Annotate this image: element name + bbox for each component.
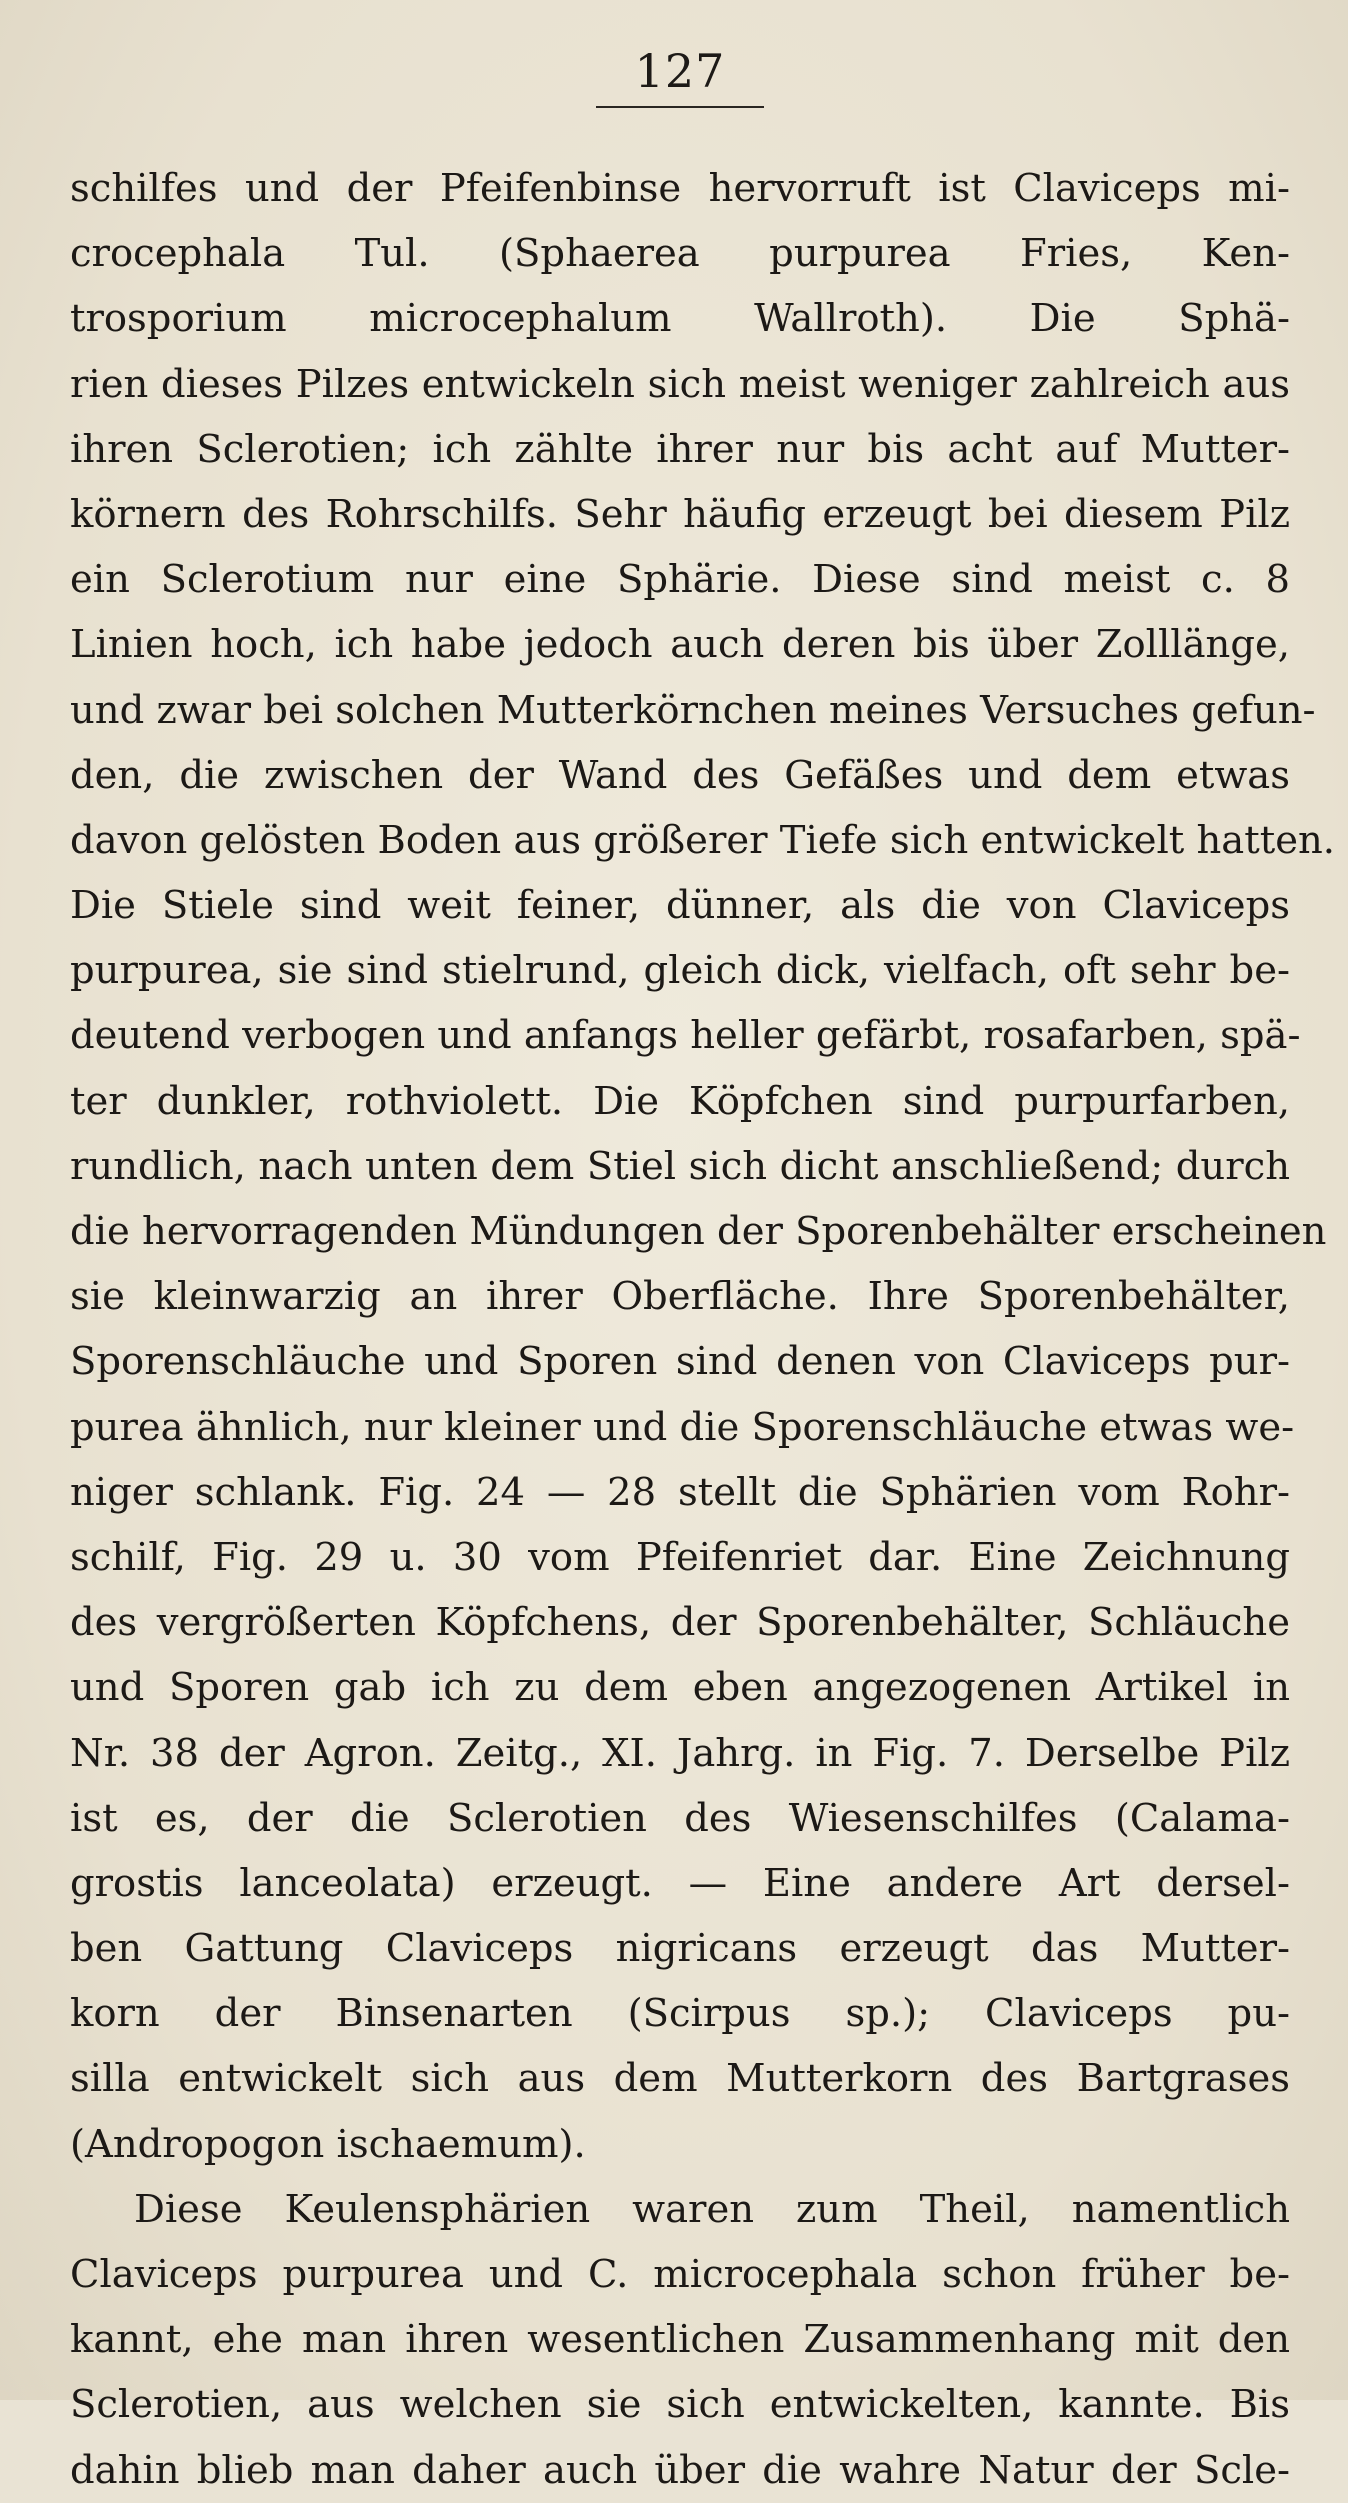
text-line: den, die zwischen der Wand des Gefäßes und dem etwas [70,752,1290,798]
text-line: ben Gattung Claviceps nigricans erzeugt das Mutter- [70,1926,1290,1972]
text-line: grostis lanceolata) erzeugt. — Eine andere Art dersel- [70,1860,1290,1906]
text-line: ter dunkler, rothviolett. Die Köpfchen sind purpurfarben, [70,1078,1290,1124]
paragraph-end-line: (Andropogon ischaemum). [70,2121,586,2167]
text-line: und zwar bei solchen Mutterkörnchen meines Versuches gefun- [70,687,1316,733]
text-line: dahin blieb man daher auch über die wahre Natur der Scle- [70,2447,1290,2493]
text-line: sie kleinwarzig an ihrer Oberfläche. Ihre Sporenbehälter, [70,1274,1290,1320]
text-line: trosporium microcephalum Wallroth). Die Sphä- [70,296,1290,342]
text-line: Claviceps purpurea und C. microcephala schon früher be- [70,2252,1290,2297]
text-line: körnern des Rohrschilfs. Sehr häufig erzeugt bei diesem Pilz [70,491,1290,537]
text-line: und Sporen gab ich zu dem eben angezogenen Artikel in [70,1665,1290,1711]
page-number: 127 [634,44,726,98]
paragraph-first-line: Diese Keulensphärien waren zum Theil, namentlich [134,2186,1290,2232]
text-line: Sclerotien, aus welchen sie sich entwickelten, kannte. Bis [70,2382,1290,2428]
text-line: deutend verbogen und anfangs heller gefärbt, rosafarben, spä- [70,1013,1301,1059]
text-line: davon gelösten Boden aus größerer Tiefe sich entwickelt hatten. [70,817,1336,863]
text-line: schilfes und der Pfeifenbinse hervorruft ist Claviceps mi- [70,166,1290,211]
body-text [70,156,1336,2503]
text-line: ein Sclerotium nur eine Sphärie. Diese sind meist c. 8 [70,557,1290,603]
text-line: Die Stiele sind weit feiner, dünner, als die von Claviceps [70,883,1290,929]
text-line: crocephala Tul. (Sphaerea purpurea Fries, Ken- [70,231,1290,277]
text-line: korn der Binsenarten (Scirpus sp.); Claviceps pu- [70,1991,1290,2037]
text-line: die hervorragenden Mündungen der Sporenbehälter erscheinen [70,1209,1327,1254]
text-line: schilf, Fig. 29 u. 30 vom Pfeifenriet dar. Eine Zeichnung [70,1534,1290,1580]
text-line: ist es, der die Sclerotien des Wiesenschilfes (Calama- [70,1795,1290,1841]
text-line: silla entwickelt sich aus dem Mutterkorn des Bartgrases [70,2056,1290,2102]
text-line: ihren Sclerotien; ich zählte ihrer nur bis acht auf Mutter- [70,426,1290,472]
text-line: rien dieses Pilzes entwickeln sich meist weniger zahlreich aus [70,361,1290,407]
text-line: Nr. 38 der Agron. Zeitg., XI. Jahrg. in Fig. 7. Derselbe Pilz [70,1730,1290,1776]
text-line: kannt, ehe man ihren wesentlichen Zusammenhang mit den [70,2317,1290,2363]
text-line: purpurea, sie sind stielrund, gleich dick, vielfach, oft sehr be- [70,948,1290,994]
text-line: purea ähnlich, nur kleiner und die Sporenschläuche etwas we- [70,1404,1295,1450]
page-number-rule [596,106,764,108]
text-line: Linien hoch, ich habe jedoch auch deren bis über Zolllänge, [70,622,1290,668]
text-line: des vergrößerten Köpfchens, der Sporenbehälter, Schläuche [70,1600,1290,1646]
text-line: Sporenschläuche und Sporen sind denen von Claviceps pur- [70,1339,1290,1385]
text-line: niger schlank. Fig. 24 — 28 stellt die Sphärien vom Rohr- [70,1469,1290,1515]
text-line: rundlich, nach unten dem Stiel sich dicht anschließend; durch [70,1143,1290,1189]
